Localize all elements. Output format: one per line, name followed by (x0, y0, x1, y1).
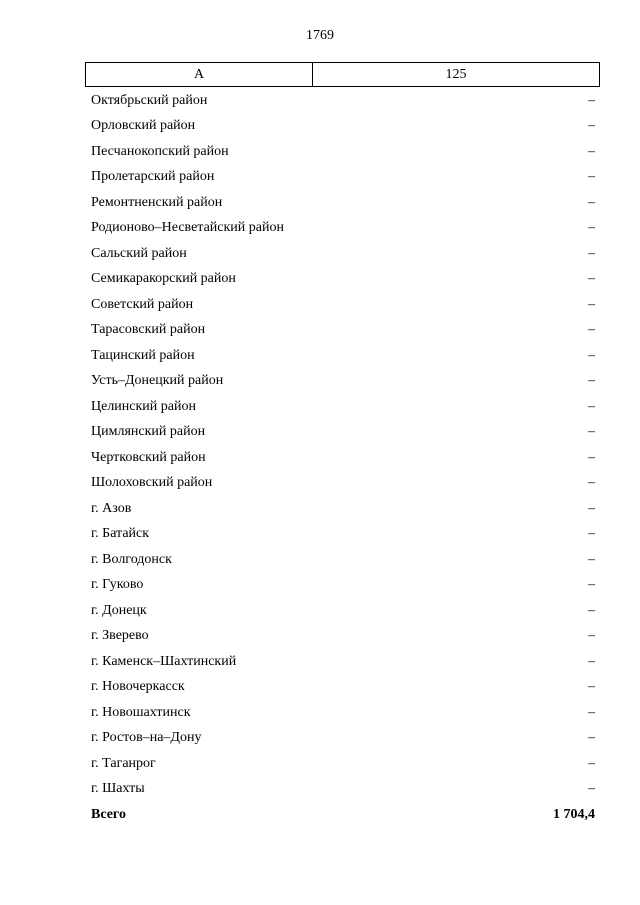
row-name: Сальский район (91, 245, 187, 261)
table-row (85, 649, 600, 675)
table-row (85, 139, 600, 165)
row-value: – (588, 347, 595, 363)
row-name: Родионово–Несветайский район (91, 220, 284, 236)
table-row (85, 471, 600, 497)
row-value: – (588, 245, 595, 261)
table-row (85, 88, 600, 114)
row-name: Советский район (91, 296, 194, 312)
table-row (85, 420, 600, 446)
total-value: 1 704,4 (553, 806, 595, 822)
row-value: – (588, 169, 595, 185)
table-row (85, 445, 600, 471)
table-row (85, 598, 600, 624)
table-row (85, 496, 600, 522)
table-row (85, 700, 600, 726)
row-value: – (588, 628, 595, 644)
row-value: – (588, 322, 595, 338)
total-row (85, 802, 600, 828)
row-value: – (588, 526, 595, 542)
table-row (85, 241, 600, 267)
row-value: – (588, 296, 595, 312)
page-number: 1769 (306, 28, 334, 43)
row-value: – (588, 704, 595, 720)
row-name: Целинский район (91, 398, 196, 414)
row-name: Семикаракорский район (91, 271, 236, 287)
table-row (85, 522, 600, 548)
row-value: – (588, 551, 595, 567)
row-value: – (588, 449, 595, 465)
row-value: – (588, 730, 595, 746)
row-name: Цимлянский район (91, 424, 206, 440)
row-name: Чертковский район (91, 449, 206, 465)
row-value: – (588, 143, 595, 159)
table-row (85, 751, 600, 777)
row-value: – (588, 220, 595, 236)
row-value: – (588, 271, 595, 287)
table-row (85, 369, 600, 395)
table-row (85, 114, 600, 140)
row-name: Песчанокопский район (91, 143, 229, 159)
row-name: г. Таганрог (91, 755, 156, 771)
row-name: Тацинский район (91, 347, 195, 363)
row-name: Пролетарский район (91, 169, 215, 185)
row-value: – (588, 424, 595, 440)
row-name: Ремонтненский район (91, 194, 223, 210)
table-body (85, 88, 600, 828)
table-row (85, 190, 600, 216)
row-name: г. Ростов–на–Дону (91, 730, 202, 746)
table-row (85, 573, 600, 599)
row-name: Орловский район (91, 118, 196, 134)
row-value: – (588, 653, 595, 669)
row-value: – (588, 602, 595, 618)
row-name: г. Новочеркасск (91, 679, 185, 695)
row-value: – (588, 577, 595, 593)
table-row (85, 267, 600, 293)
row-name: Усть–Донецкий район (91, 373, 224, 389)
row-value: – (588, 373, 595, 389)
row-value: – (588, 679, 595, 695)
row-name: г. Новошахтинск (91, 704, 191, 720)
row-name: г. Батайск (91, 526, 150, 542)
table-row (85, 292, 600, 318)
row-name: г. Шахты (91, 781, 145, 797)
row-name: г. Волгодонск (91, 551, 172, 567)
row-name: г. Донецк (91, 602, 147, 618)
table-header (85, 62, 600, 87)
header-col-a: А (86, 63, 313, 86)
table-row (85, 343, 600, 369)
row-name: г. Зверево (91, 628, 149, 644)
table-row (85, 165, 600, 191)
total-label: Всего (91, 806, 126, 822)
header-col-b: 125 (445, 66, 467, 82)
row-value: – (588, 118, 595, 134)
row-name: Тарасовский район (91, 322, 206, 338)
table-row (85, 216, 600, 242)
row-name: г. Каменск–Шахтинский (91, 653, 237, 669)
table-row (85, 675, 600, 701)
row-value: – (588, 194, 595, 210)
table-row (85, 624, 600, 650)
row-value: – (588, 755, 595, 771)
table-row (85, 777, 600, 803)
table-row (85, 394, 600, 420)
row-name: Октябрьский район (91, 92, 208, 108)
table-row (85, 547, 600, 573)
table-row (85, 726, 600, 752)
row-value: – (588, 500, 595, 516)
row-value: – (588, 398, 595, 414)
row-name: г. Азов (91, 500, 132, 516)
row-name: Шолоховский район (91, 475, 213, 491)
row-value: – (588, 781, 595, 797)
row-value: – (588, 475, 595, 491)
table-row (85, 318, 600, 344)
row-name: г. Гуково (91, 577, 144, 593)
row-value: – (588, 92, 595, 108)
